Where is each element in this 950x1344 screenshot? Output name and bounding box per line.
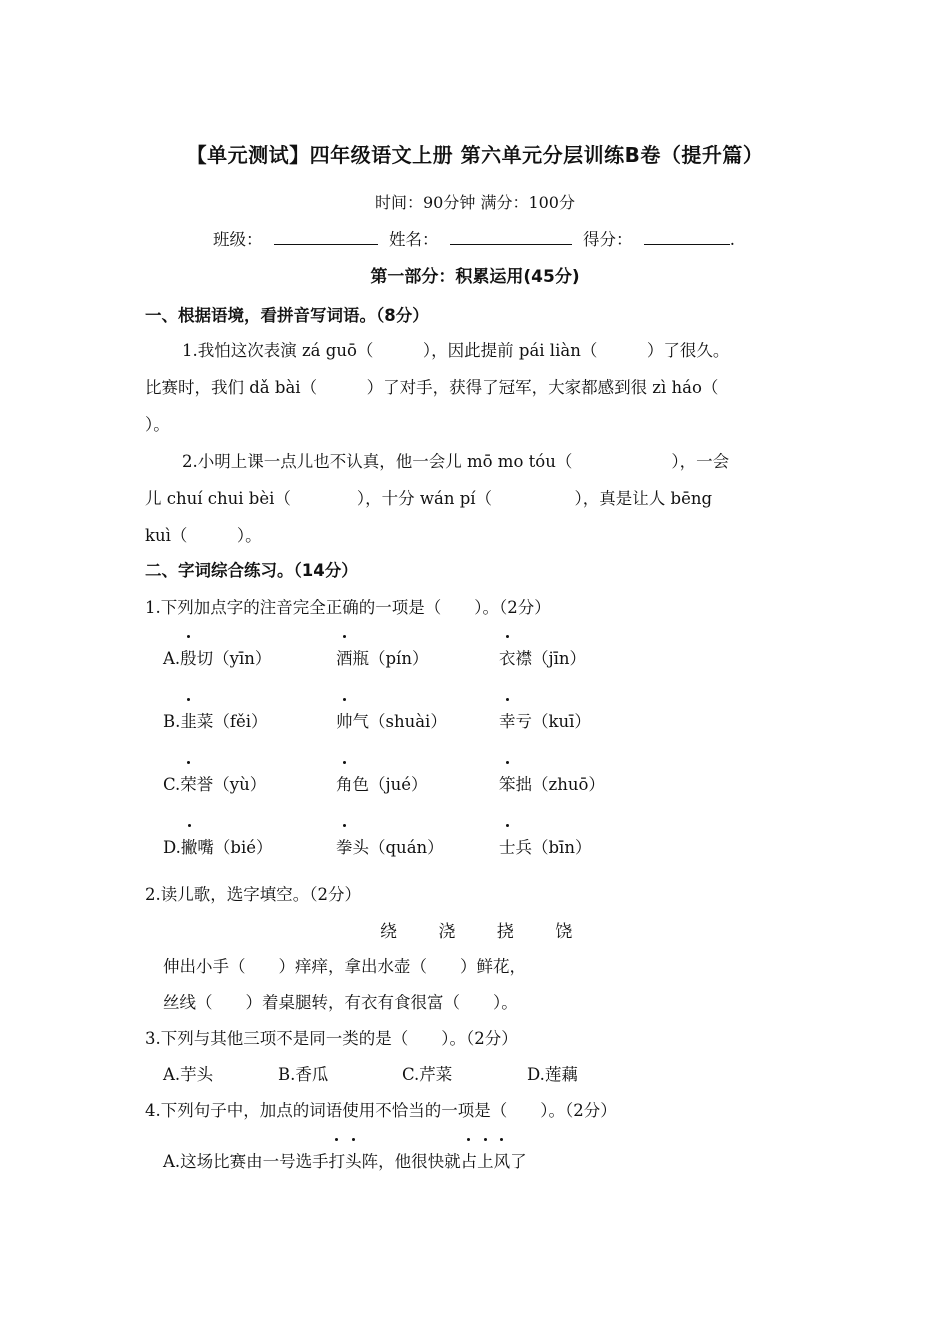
s1-q1-line1: 1.我怕这次表演 zá guō（ ），因此提前 pái liàn（ ）了很久。 bbox=[182, 341, 730, 360]
exam-meta: 时间：90分钟 满分：100分 bbox=[375, 193, 575, 212]
option-a[interactable] bbox=[163, 645, 271, 669]
s2-q2-line2: 丝线（ ）着桌腿转，有衣有食很富（ ）。 bbox=[163, 993, 518, 1012]
s2-q1: 1.下列加点字的注音完全正确的一项是（ ）。（2分） bbox=[145, 598, 551, 617]
text-fragment: 头（quán） bbox=[352, 838, 444, 857]
q3-option-b[interactable]: B.香瓜 bbox=[278, 1065, 329, 1084]
text-fragment: 誉（yù） bbox=[196, 775, 267, 794]
s1-q2-line2: 儿 chuí chui bèi（ ），十分 wán pí（ ），真是让人 bēng bbox=[145, 489, 713, 508]
dotted-char: 风 bbox=[494, 1148, 511, 1172]
name-field[interactable] bbox=[450, 228, 572, 245]
score-label: 得分： bbox=[583, 230, 633, 249]
s2-q2: 2.读儿歌，选字填空。（2分） bbox=[145, 885, 361, 904]
q3-option-d[interactable]: D.莲藕 bbox=[527, 1065, 578, 1084]
s1-q2-line3: kuì（ ）。 bbox=[145, 526, 262, 545]
s1-q1-line2: 比赛时，我们 dǎ bài（ ）了对手，获得了冠军，大家都感到很 zì háo（ bbox=[145, 378, 719, 397]
option-c-word2 bbox=[336, 771, 428, 795]
dotted-word bbox=[461, 1152, 511, 1171]
s2-q2-line1: 伸出小手（ ）痒痒，拿出水壶（ ）鲜花， bbox=[163, 957, 526, 976]
option-b-word2 bbox=[336, 708, 447, 732]
text-fragment: 气（shuài） bbox=[352, 712, 447, 731]
text-fragment: 了 bbox=[510, 1152, 527, 1171]
dotted-char: 撇 bbox=[181, 834, 198, 858]
name-label: 姓名： bbox=[389, 230, 439, 249]
text-fragment: 兵（bīn） bbox=[515, 838, 592, 857]
text-fragment: 切（yīn） bbox=[196, 649, 272, 668]
option-c-word3 bbox=[499, 771, 605, 795]
class-field[interactable] bbox=[274, 228, 378, 245]
word-choices: 绕 浇 挠 饶 bbox=[380, 922, 573, 942]
dotted-char: 韭 bbox=[180, 708, 197, 732]
dotted-char: 酒 bbox=[336, 645, 353, 669]
dotted-char: 上 bbox=[477, 1148, 494, 1172]
option-d[interactable] bbox=[163, 834, 273, 858]
option-d-word3 bbox=[499, 834, 591, 858]
option-b-word3 bbox=[499, 708, 591, 732]
class-label: 班级： bbox=[213, 230, 263, 249]
dotted-char: 占 bbox=[461, 1148, 478, 1172]
q4-option-a[interactable] bbox=[163, 1148, 527, 1172]
s2-q4: 4.下列句子中，加点的词语使用不恰当的一项是（ ）。（2分） bbox=[145, 1101, 617, 1120]
section-one-heading: 一、根据语境，看拼音写词语。（8分） bbox=[145, 306, 429, 325]
dotted-char: 士 bbox=[499, 834, 516, 858]
q3-option-c[interactable]: C.芹菜 bbox=[402, 1065, 453, 1084]
dotted-char: 衣 bbox=[499, 645, 516, 669]
section-two-heading: 二、字词综合练习。（14分） bbox=[145, 561, 358, 580]
option-b[interactable] bbox=[163, 708, 268, 732]
text-fragment: C. bbox=[163, 775, 181, 794]
part-one-heading: 第一部分：积累运用(45分) bbox=[370, 267, 580, 287]
s1-q1-line3: ）。 bbox=[145, 415, 170, 434]
info-end: . bbox=[729, 230, 735, 249]
dotted-word bbox=[329, 1152, 362, 1171]
text-fragment: 色（jué） bbox=[352, 775, 428, 794]
text-fragment: 拙（zhuō） bbox=[515, 775, 605, 794]
dotted-char: 荣 bbox=[180, 771, 197, 795]
text-fragment: 襟（jīn） bbox=[515, 649, 587, 668]
s1-q2-line1: 2.小明上课一点儿也不认真，他一会儿 mō mo tóu（ ），一会 bbox=[182, 452, 730, 471]
option-d-word2 bbox=[336, 834, 444, 858]
dotted-char: 幸 bbox=[499, 708, 516, 732]
text-fragment: 亏（kuī） bbox=[515, 712, 591, 731]
text-fragment: B. bbox=[163, 712, 181, 731]
dotted-char: 殷 bbox=[180, 645, 197, 669]
dotted-char: 笨 bbox=[499, 771, 516, 795]
text-fragment: 阵，他很快就 bbox=[361, 1152, 461, 1171]
text-fragment: A. bbox=[163, 649, 181, 668]
dotted-char: 头 bbox=[345, 1148, 362, 1172]
page-title: 【单元测试】四年级语文上册 第六单元分层训练B卷（提升篇） bbox=[186, 143, 764, 167]
text-fragment: 瓶（pín） bbox=[352, 649, 429, 668]
option-a-word2 bbox=[336, 645, 428, 669]
text-fragment: D. bbox=[163, 838, 181, 857]
text-fragment: 嘴（bié） bbox=[197, 838, 273, 857]
q3-option-a[interactable]: A.芋头 bbox=[163, 1065, 214, 1084]
text-fragment: 菜（fěi） bbox=[196, 712, 268, 731]
option-c[interactable] bbox=[163, 771, 266, 795]
dotted-char: 打 bbox=[329, 1148, 346, 1172]
dotted-char: 帅 bbox=[336, 708, 353, 732]
s2-q3: 3.下列与其他三项不是同一类的是（ ）。（2分） bbox=[145, 1029, 518, 1048]
dotted-char: 角 bbox=[336, 771, 353, 795]
dotted-char: 拳 bbox=[336, 834, 353, 858]
text-fragment: A.这场比赛由一号选手 bbox=[163, 1152, 329, 1171]
score-field[interactable] bbox=[644, 228, 730, 245]
option-a-word3 bbox=[499, 645, 586, 669]
student-info bbox=[213, 226, 735, 250]
